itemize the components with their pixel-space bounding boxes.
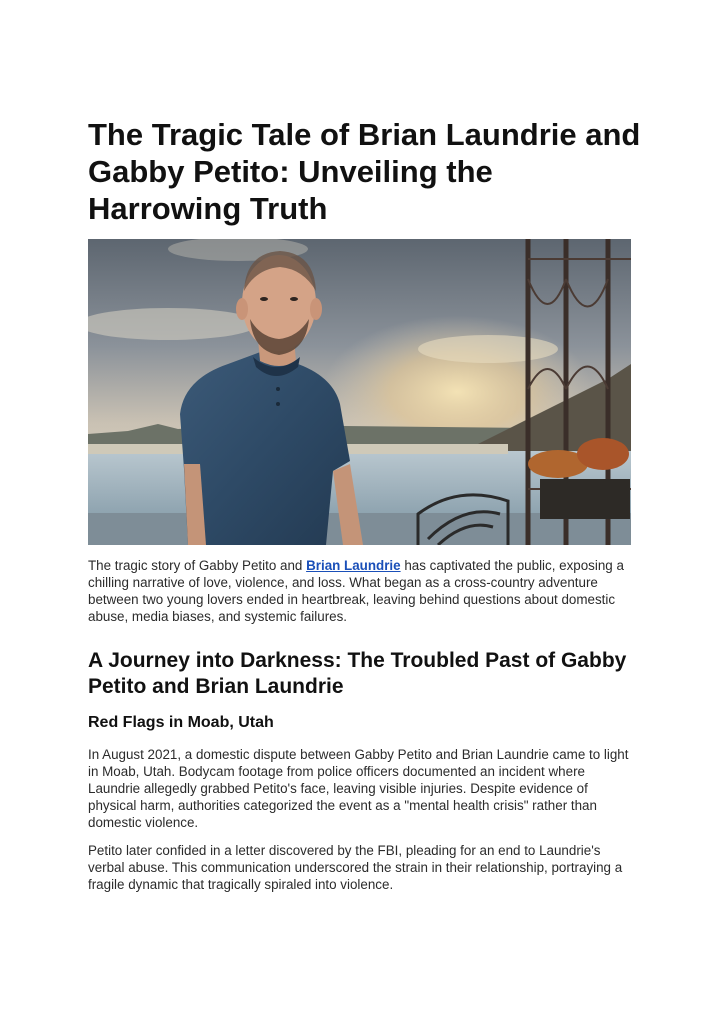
brian-laundrie-link[interactable]: Brian Laundrie bbox=[306, 558, 401, 573]
body-paragraph-2: Petito later confided in a letter discovered by the FBI, pleading for an end to Laundrie's verbal abuse. This communication underscored the strain in their relationship, portraying a fragile dynamic that tragically spiraled into violence. bbox=[88, 843, 623, 892]
section-heading: A Journey into Darkness: The Troubled Past of Gabby Petito and Brian Laundrie bbox=[88, 649, 627, 698]
intro-text-end: has captivated the public, exposing a chilling narrative of love, violence, and loss. What began as a cross-country adventure between two young lovers ended in heartbreak, leaving behind questions about domestic abuse, media biases, and systemic failures. bbox=[88, 558, 624, 624]
body-paragraph-1: In August 2021, a domestic dispute between Gabby Petito and Brian Laundrie came to light in Moab, Utah. Bodycam footage from police officers documented an incident where Laundrie allegedly grabbed Petito's face, leaving visible injuries. Despite evidence of physical harm, authorities categorized the event as a "mental health crisis" rather than domestic violence. bbox=[88, 747, 629, 830]
article-title: The Tragic Tale of Brian Laundrie and Gabby Petito: Unveiling the Harrowing Truth bbox=[88, 117, 641, 226]
article-photo bbox=[88, 239, 631, 545]
subsection-heading: Red Flags in Moab, Utah bbox=[88, 714, 274, 731]
intro-text-start: The tragic story of Gabby Petito and bbox=[88, 558, 307, 573]
intro-paragraph bbox=[88, 557, 636, 625]
